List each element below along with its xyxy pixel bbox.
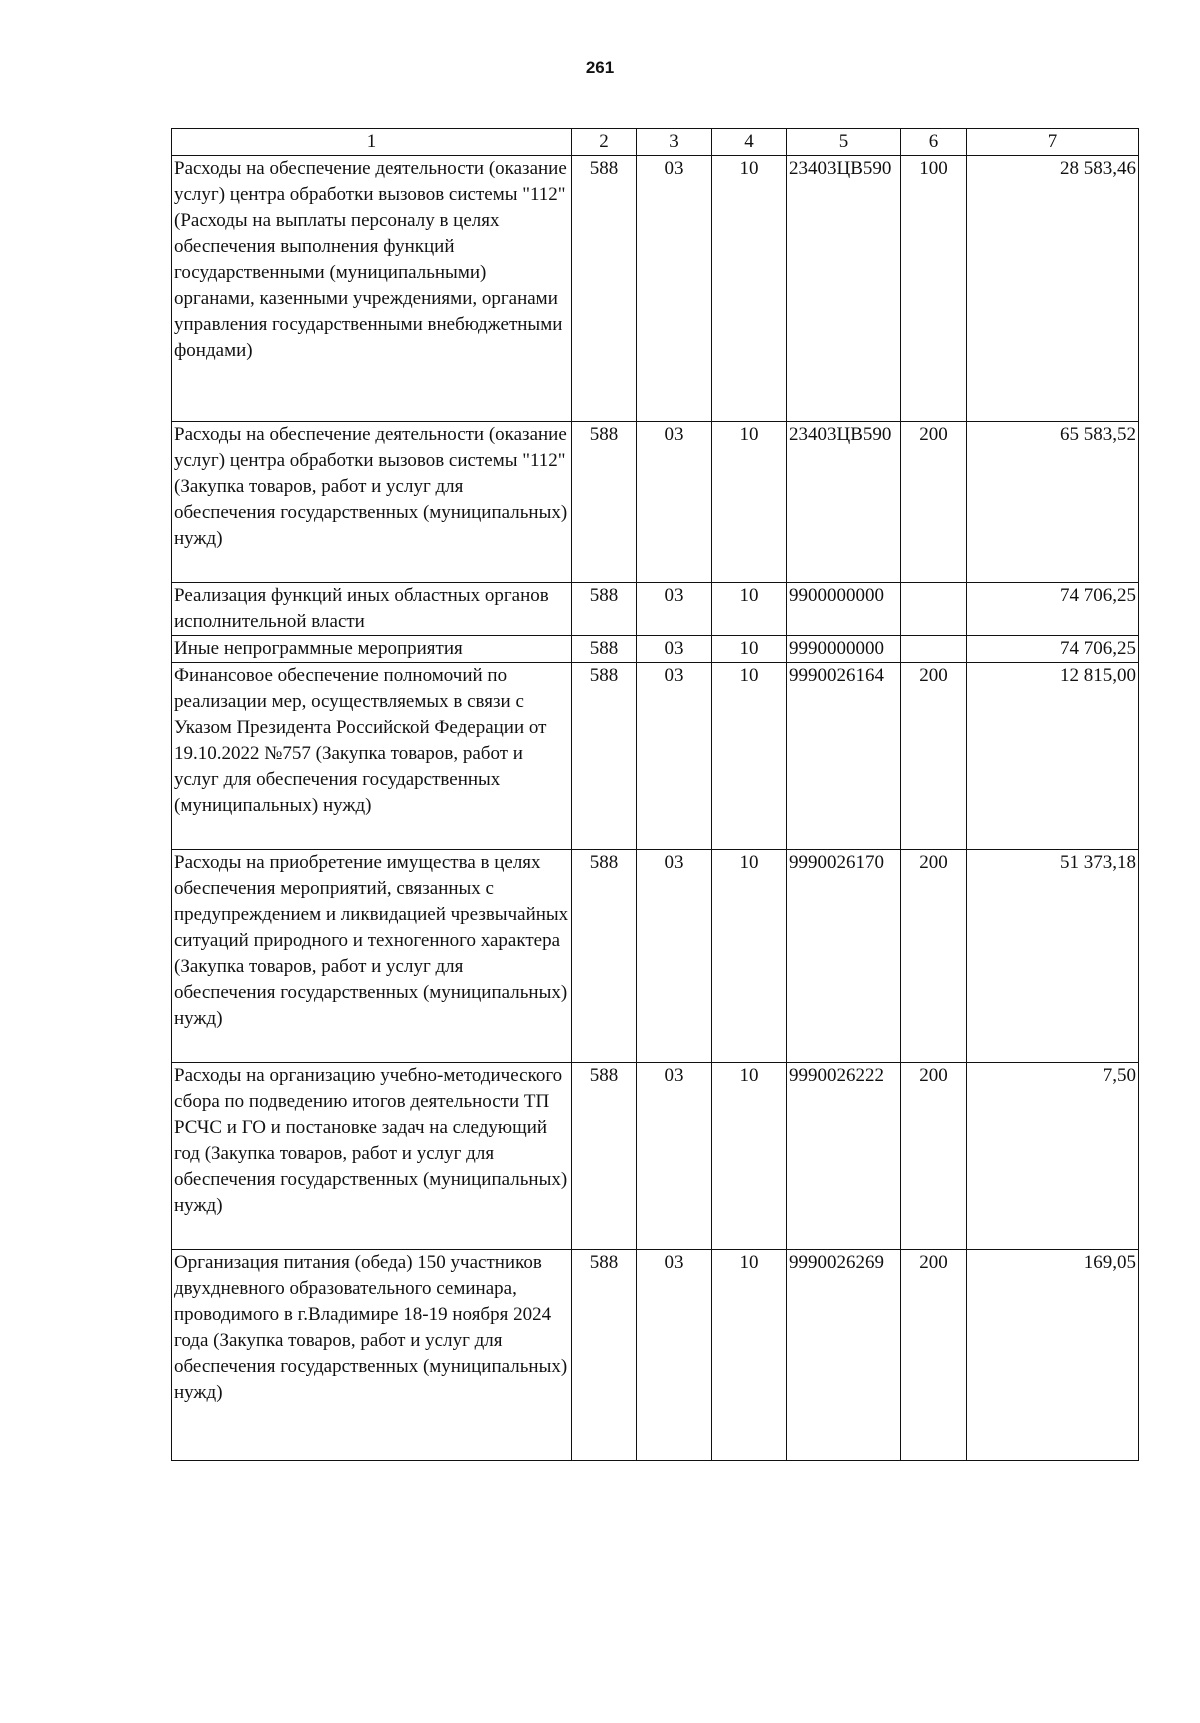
- cell-col6: [901, 636, 967, 663]
- cell-col2: 588: [572, 422, 637, 583]
- cell-col4: 10: [712, 583, 787, 636]
- cell-col6: 200: [901, 1250, 967, 1461]
- cell-col6: 200: [901, 1063, 967, 1250]
- cell-col4: 10: [712, 850, 787, 1063]
- column-header-4: 4: [712, 129, 787, 156]
- cell-col2: 588: [572, 663, 637, 850]
- cell-col3: 03: [637, 1250, 712, 1461]
- cell-col7: 74 706,25: [967, 636, 1139, 663]
- table-row: [172, 1250, 1139, 1461]
- row-description: Реализация функций иных областных органов исполнительной власти: [172, 583, 572, 636]
- cell-col6: 200: [901, 422, 967, 583]
- cell-col3: 03: [637, 422, 712, 583]
- cell-col4: 10: [712, 422, 787, 583]
- cell-col3: 03: [637, 1063, 712, 1250]
- cell-col3: 03: [637, 663, 712, 850]
- budget-table: [171, 128, 1139, 1461]
- cell-col2: 588: [572, 583, 637, 636]
- table-row: [172, 583, 1139, 636]
- cell-col7: 74 706,25: [967, 583, 1139, 636]
- cell-col2: 588: [572, 1063, 637, 1250]
- cell-col4: 10: [712, 663, 787, 850]
- cell-col3: 03: [637, 156, 712, 422]
- cell-col3: 03: [637, 636, 712, 663]
- table-row: [172, 636, 1139, 663]
- row-description: Расходы на организацию учебно-методического сбора по подведению итогов деятельности ТП РСЧС и ГО и постановке задач на следующий год (Закупка товаров, работ и услуг для обеспечения государственных (муниципальных) нужд): [172, 1063, 572, 1250]
- table-row: [172, 156, 1139, 422]
- cell-col4: 10: [712, 156, 787, 422]
- column-header-7: 7: [967, 129, 1139, 156]
- row-description: Организация питания (обеда) 150 участников двухдневного образовательного семинара, проводимого в г.Владимире 18-19 ноября 2024 года (Закупка товаров, работ и услуг для обеспечения государственных (муниципальных) нужд): [172, 1250, 572, 1461]
- cell-col5: 23403ЦВ590: [787, 156, 901, 422]
- row-description: Расходы на приобретение имущества в целях обеспечения мероприятий, связанных с предупреждением и ликвидацией чрезвычайных ситуаций природного и техногенного характера (Закупка товаров, работ и услуг для обеспечения государственных (муниципальных) нужд): [172, 850, 572, 1063]
- cell-col6: 200: [901, 663, 967, 850]
- cell-col2: 588: [572, 1250, 637, 1461]
- column-header-1: 1: [172, 129, 572, 156]
- cell-col7: 169,05: [967, 1250, 1139, 1461]
- column-header-5: 5: [787, 129, 901, 156]
- cell-col5: 23403ЦВ590: [787, 422, 901, 583]
- cell-col4: 10: [712, 1250, 787, 1461]
- table-row: [172, 1063, 1139, 1250]
- cell-col6: 200: [901, 850, 967, 1063]
- column-header-6: 6: [901, 129, 967, 156]
- row-description: Иные непрограммные мероприятия: [172, 636, 572, 663]
- cell-col5: 9990026164: [787, 663, 901, 850]
- row-description: Финансовое обеспечение полномочий по реализации мер, осуществляемых в связи с Указом Президента Российской Федерации от 19.10.2022 №757 (Закупка товаров, работ и услуг для обеспечения государственных (муниципальных) нужд): [172, 663, 572, 850]
- column-header-3: 3: [637, 129, 712, 156]
- table-row: [172, 850, 1139, 1063]
- cell-col7: 28 583,46: [967, 156, 1139, 422]
- cell-col2: 588: [572, 636, 637, 663]
- cell-col7: 7,50: [967, 1063, 1139, 1250]
- row-description: Расходы на обеспечение деятельности (оказание услуг) центра обработки вызовов системы "112" (Расходы на выплаты персоналу в целях обеспечения выполнения функций государственными (муниципальными) органами, казенными учреждениями, органами управления государственными внебюджетными фондами): [172, 156, 572, 422]
- cell-col5: 9990026222: [787, 1063, 901, 1250]
- cell-col6: [901, 583, 967, 636]
- page-number: 261: [585, 58, 615, 77]
- row-description: Расходы на обеспечение деятельности (оказание услуг) центра обработки вызовов системы "112" (Закупка товаров, работ и услуг для обеспечения государственных (муниципальных) нужд): [172, 422, 572, 583]
- table-row: [172, 663, 1139, 850]
- cell-col5: 9900000000: [787, 583, 901, 636]
- cell-col6: 100: [901, 156, 967, 422]
- table-row: [172, 422, 1139, 583]
- cell-col4: 10: [712, 1063, 787, 1250]
- cell-col3: 03: [637, 850, 712, 1063]
- cell-col5: 9990000000: [787, 636, 901, 663]
- column-header-2: 2: [572, 129, 637, 156]
- cell-col5: 9990026170: [787, 850, 901, 1063]
- cell-col4: 10: [712, 636, 787, 663]
- cell-col2: 588: [572, 850, 637, 1063]
- cell-col2: 588: [572, 156, 637, 422]
- cell-col3: 03: [637, 583, 712, 636]
- cell-col7: 65 583,52: [967, 422, 1139, 583]
- cell-col7: 12 815,00: [967, 663, 1139, 850]
- header-row: [172, 129, 1139, 156]
- cell-col7: 51 373,18: [967, 850, 1139, 1063]
- cell-col5: 9990026269: [787, 1250, 901, 1461]
